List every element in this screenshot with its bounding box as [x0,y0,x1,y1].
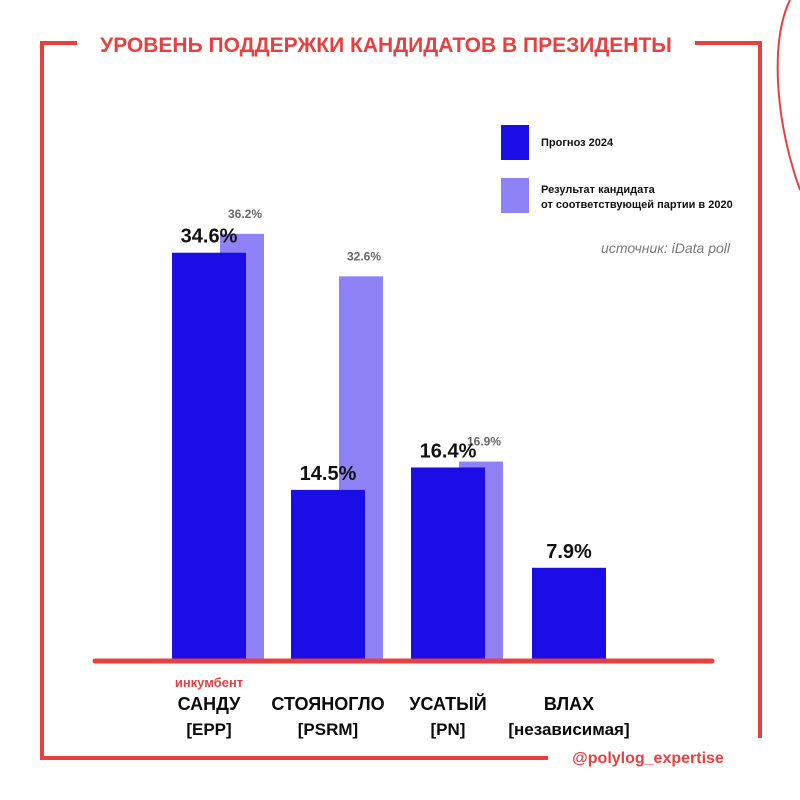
handle: @polylog_expertise [572,750,724,767]
chart-title: УРОВЕНЬ ПОДДЕРЖКИ КАНДИДАТОВ В ПРЕЗИДЕНТЫ [100,34,672,57]
legend-label-result2020-line1: Результат кандидата [541,184,655,196]
candidate-name-1: СТОЯНОГЛО [271,694,385,714]
incumbent-label: инкумбент [174,675,244,690]
candidate-party-1: [PSRM] [297,720,359,739]
legend-swatch-forecast [501,125,529,160]
candidate-name-0: САНДУ [177,694,241,714]
candidate-party-0: [EPP] [186,720,232,739]
source-note: источник: iData poll [601,240,730,256]
legend [501,125,733,213]
candidate-name-3: ВЛАХ [543,694,595,714]
candidate-party-3: [независимая] [508,720,630,739]
label-2024-0: 34.6% [180,225,238,248]
frame-right-top [695,43,760,738]
bar-2024-0 [172,253,246,661]
bars [172,207,606,661]
candidate-name-2: УСАТЫЙ [409,694,487,714]
label-2020-1: 32.6% [346,249,382,264]
legend-label-forecast: Прогноз 2024 [541,137,614,149]
label-2024-3: 7.9% [546,540,592,563]
label-2020-2: 16.9% [466,434,502,449]
bar-2024-1 [291,490,365,661]
label-2020-0: 36.2% [227,206,263,221]
frame [42,43,760,758]
label-2024-1: 14.5% [299,462,357,485]
legend-label-result2020-line2: от соответствующей партии в 2020 [541,199,733,211]
label-2024-2: 16.4% [419,440,477,463]
corner-curve [778,0,800,190]
candidate-party-2: [PN] [430,720,466,739]
candidate-labels [178,693,630,739]
bar-2024-3 [532,568,606,661]
legend-swatch-result2020 [501,178,529,213]
bar-2024-2 [411,467,485,661]
